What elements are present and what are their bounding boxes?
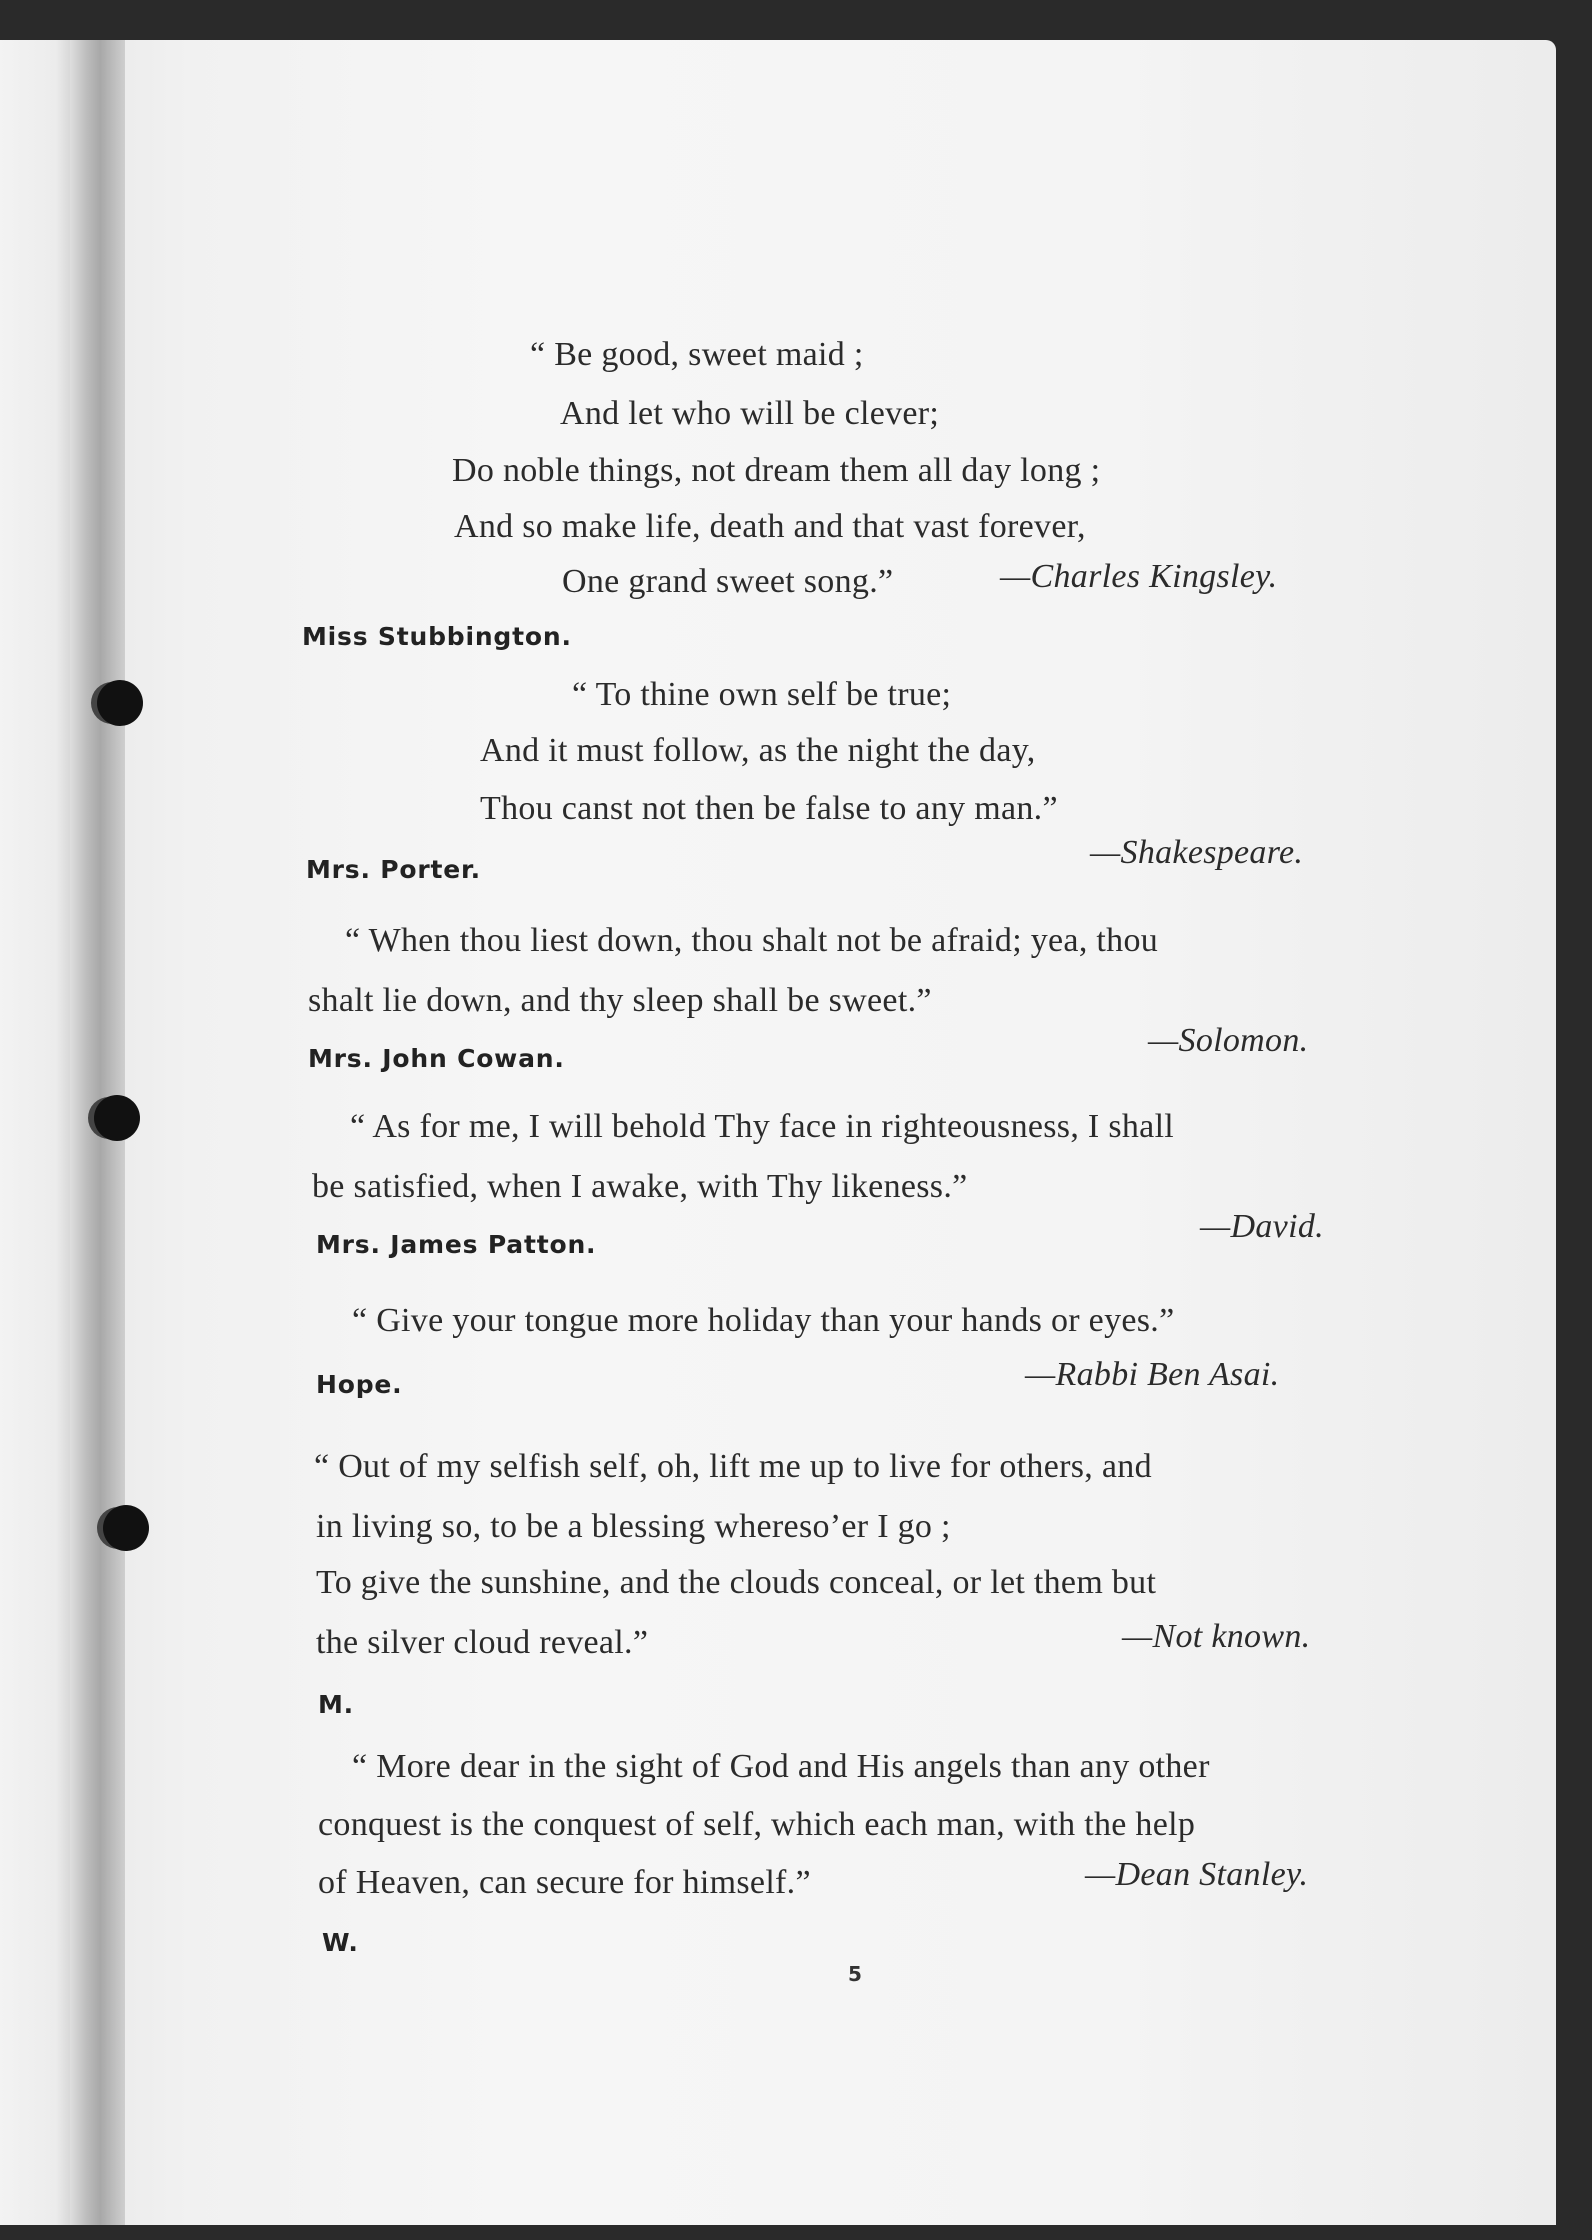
quote-line: And let who will be clever; bbox=[560, 395, 940, 432]
contributor-name: W. bbox=[322, 1928, 359, 1957]
contributor-name: Mrs. John Cowan. bbox=[308, 1044, 565, 1073]
quote-line: To give the sunshine, and the clouds conceal, or let them but bbox=[316, 1564, 1157, 1601]
binding-hole bbox=[97, 680, 143, 726]
attribution: —Rabbi Ben Asai. bbox=[1025, 1356, 1280, 1393]
quote-line: the silver cloud reveal.” bbox=[316, 1624, 649, 1661]
quote-line: shalt lie down, and thy sleep shall be sweet.” bbox=[308, 982, 932, 1019]
page-number: 5 bbox=[848, 1962, 862, 1986]
quote-line: “ More dear in the sight of God and His angels than any other bbox=[352, 1748, 1210, 1785]
contributor-name: Mrs. Porter. bbox=[306, 855, 481, 884]
quote-line: “ Be good, sweet maid ; bbox=[530, 336, 864, 373]
contributor-name: M. bbox=[318, 1690, 354, 1719]
quote-line: And so make life, death and that vast forever, bbox=[454, 508, 1086, 545]
attribution: —Charles Kingsley. bbox=[1000, 558, 1278, 595]
quote-line: “ As for me, I will behold Thy face in righteousness, I shall bbox=[350, 1108, 1175, 1145]
quote-line: “ When thou liest down, thou shalt not be afraid; yea, thou bbox=[345, 922, 1159, 959]
quote-line: One grand sweet song.” bbox=[562, 563, 894, 600]
quote-line: conquest is the conquest of self, which each man, with the help bbox=[318, 1806, 1196, 1843]
contributor-name: Mrs. James Patton. bbox=[316, 1230, 597, 1259]
binding-hole bbox=[103, 1505, 149, 1551]
quote-line: “ To thine own self be true; bbox=[572, 676, 952, 713]
attribution: —Dean Stanley. bbox=[1085, 1856, 1309, 1893]
contributor-name: Miss Stubbington. bbox=[302, 622, 572, 651]
binding-hole bbox=[94, 1095, 140, 1141]
attribution: —Shakespeare. bbox=[1090, 834, 1304, 871]
contributor-name: Hope. bbox=[316, 1370, 403, 1399]
quote-line: of Heaven, can secure for himself.” bbox=[318, 1864, 811, 1901]
quote-line: “ Out of my selfish self, oh, lift me up to live for others, and bbox=[314, 1448, 1152, 1485]
quote-line: Do noble things, not dream them all day long ; bbox=[452, 452, 1101, 489]
quote-line: in living so, to be a blessing whereso’er I go ; bbox=[316, 1508, 951, 1545]
attribution: —Not known. bbox=[1122, 1618, 1311, 1655]
quote-line: “ Give your tongue more holiday than your hands or eyes.” bbox=[352, 1302, 1175, 1339]
quote-line: And it must follow, as the night the day, bbox=[480, 732, 1036, 769]
quote-line: Thou canst not then be false to any man.” bbox=[480, 790, 1058, 827]
attribution: —David. bbox=[1200, 1208, 1324, 1245]
facing-page-edge bbox=[0, 40, 70, 2225]
quote-line: be satisfied, when I awake, with Thy likeness.” bbox=[312, 1168, 968, 1205]
attribution: —Solomon. bbox=[1148, 1022, 1309, 1059]
